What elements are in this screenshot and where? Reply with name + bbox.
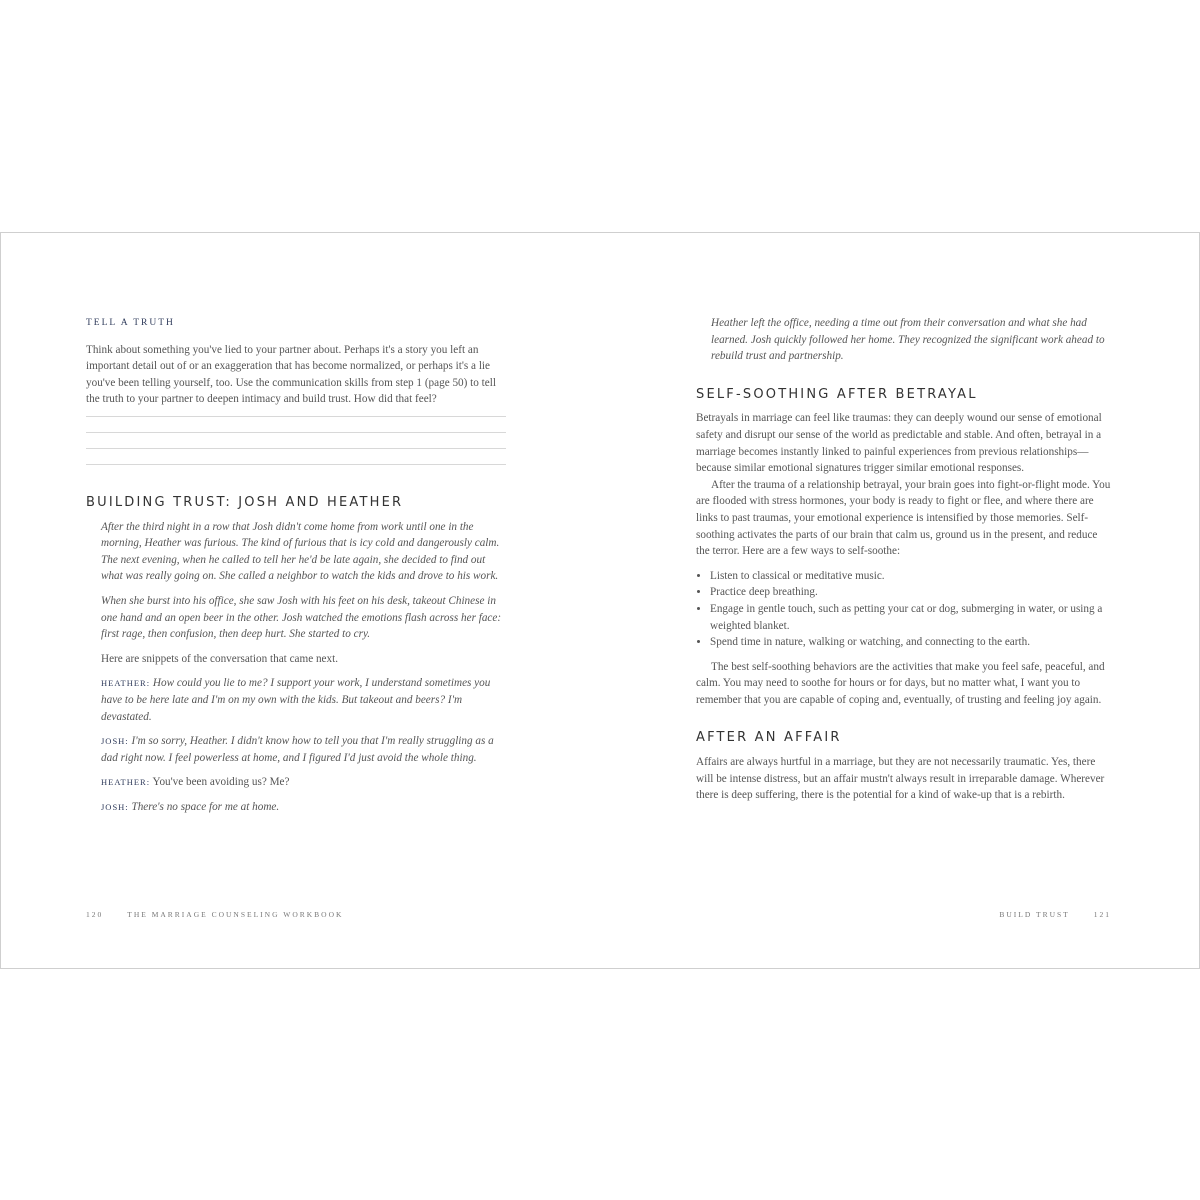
affair-heading: AFTER AN AFFAIR — [696, 730, 842, 746]
right-footer — [987, 910, 1111, 919]
dialogue-text: How could you lie to me? I support your work, I understand sometimes you have to be here late and I'm on my own with the kids. But takeout and beers? I'm devastated. — [101, 677, 491, 723]
writing-line — [86, 432, 506, 433]
dialogue-text: I'm so sorry, Heather. I didn't know how to tell you that I'm really struggling as a dad right now. I feel powerless at home, and I figured I'd just avoid the whole thing. — [101, 735, 494, 764]
page-number: 121 — [1093, 910, 1111, 919]
building-trust-heading: BUILDING TRUST: JOSH AND HEATHER — [86, 494, 404, 510]
story-paragraph: When she burst into his office, she saw Josh with his feet on his desk, takeout Chinese in one hand and an open beer in the other. Josh watched the emotions flash across her face: first rage, then confusion, then deep hurt. She started to cry. — [101, 594, 502, 641]
page-number: 120 — [86, 910, 104, 919]
dialogue-line — [86, 733, 506, 766]
writing-line — [86, 448, 506, 449]
list-item: • Engage in gentle touch, such as petting your cat or dog, submerging in water, or using a weighted blanket. — [710, 601, 1111, 634]
story-ending: Heather left the office, needing a time out from their conversation and what she had learned. Josh quickly followed her home. They recognized the significant work ahead to rebuild trust and partnership. — [711, 317, 1105, 363]
list-item: • Practice deep breathing. — [710, 584, 1111, 601]
dialogue-text: You've been avoiding us? Me? — [152, 776, 290, 789]
list-item: • Listen to classical or meditative music. — [710, 568, 1111, 585]
section-title: BUILD TRUST — [999, 910, 1070, 919]
speaker: HEATHER: — [101, 777, 151, 788]
story-paragraph: After the third night in a row that Josh didn't come home from work until one in the morning, Heather was furious. The kind of furious that is icy cold and dangerously calm. The next evening, when he called to tell her he'd be late again, she decided to find out what was really going on. She called a neighbor to watch the kids and drove to his work. — [101, 520, 500, 583]
dialogue-line — [86, 675, 506, 725]
tell-truth-heading: TELL A TRUTH — [86, 318, 175, 328]
self-soothing-list — [696, 568, 1111, 651]
left-page — [86, 315, 506, 823]
paragraph: Betrayals in marriage can feel like traumas: they can deeply wound our sense of emotional safety and disrupt our sense of the world as predictable and stable. And often, betrayal in a marriage becomes instantly linked to painful experiences from previous relationships—because similar emotional signatures trigger similar emotional responses. — [696, 412, 1102, 475]
speaker: HEATHER: — [101, 678, 151, 689]
dialogue-line — [86, 799, 506, 816]
paragraph: After the trauma of a relationship betrayal, your brain goes into fight-or-flight mode. You are flooded with stress hormones, your body is ready to fight or flee, and where there are links to past traumas, your emotional experience is intensified by those memories. Self-soothing activates the parts of our brain that calm us, ground us in the present, and reduce the terror. Here are a few ways to self-soothe: — [696, 478, 1111, 558]
self-soothing-heading: SELF-SOOTHING AFTER BETRAYAL — [696, 386, 978, 402]
dialogue-intro: Here are snippets of the conversation that came next. — [101, 652, 339, 665]
tell-truth-text: Think about something you've lied to your partner about. Perhaps it's a story you left an important detail out of or an exaggeration that has become normalized, or perhaps it's a lie you've been telling yourself, too. Use the communication skills from step 1 (page 50) to tell the truth to your partner to deepen intimacy and build trust. How did that feel? — [86, 343, 496, 406]
paragraph: The best self-soothing behaviors are the activities that make you feel safe, peaceful, and calm. You may need to soothe for hours or for days, but no matter what, I want you to remember that you are capable of coping and, eventually, of trusting and feeling joy again. — [696, 660, 1105, 706]
writing-lines — [86, 416, 506, 465]
list-item: • Spend time in nature, walking or watching, and connecting to the earth. — [710, 634, 1111, 651]
dialogue-text: There's no space for me at home. — [131, 800, 280, 813]
speaker: JOSH: — [101, 736, 129, 747]
affair-text: Affairs are always hurtful in a marriage, but they are not necessarily traumatic. Yes, there will be intense distress, but an affair mustn't always result in irreparable damage. Wherever there is deep suffering, there is the potential for a kind of wake-up that is a rebirth. — [696, 756, 1105, 802]
left-footer — [86, 910, 355, 919]
speaker: JOSH: — [101, 801, 129, 812]
right-page — [696, 315, 1111, 812]
book-spread — [0, 232, 1200, 969]
book-title: THE MARRIAGE COUNSELING WORKBOOK — [127, 910, 344, 919]
dialogue-line — [86, 774, 506, 791]
writing-line — [86, 464, 506, 465]
writing-line — [86, 416, 506, 417]
